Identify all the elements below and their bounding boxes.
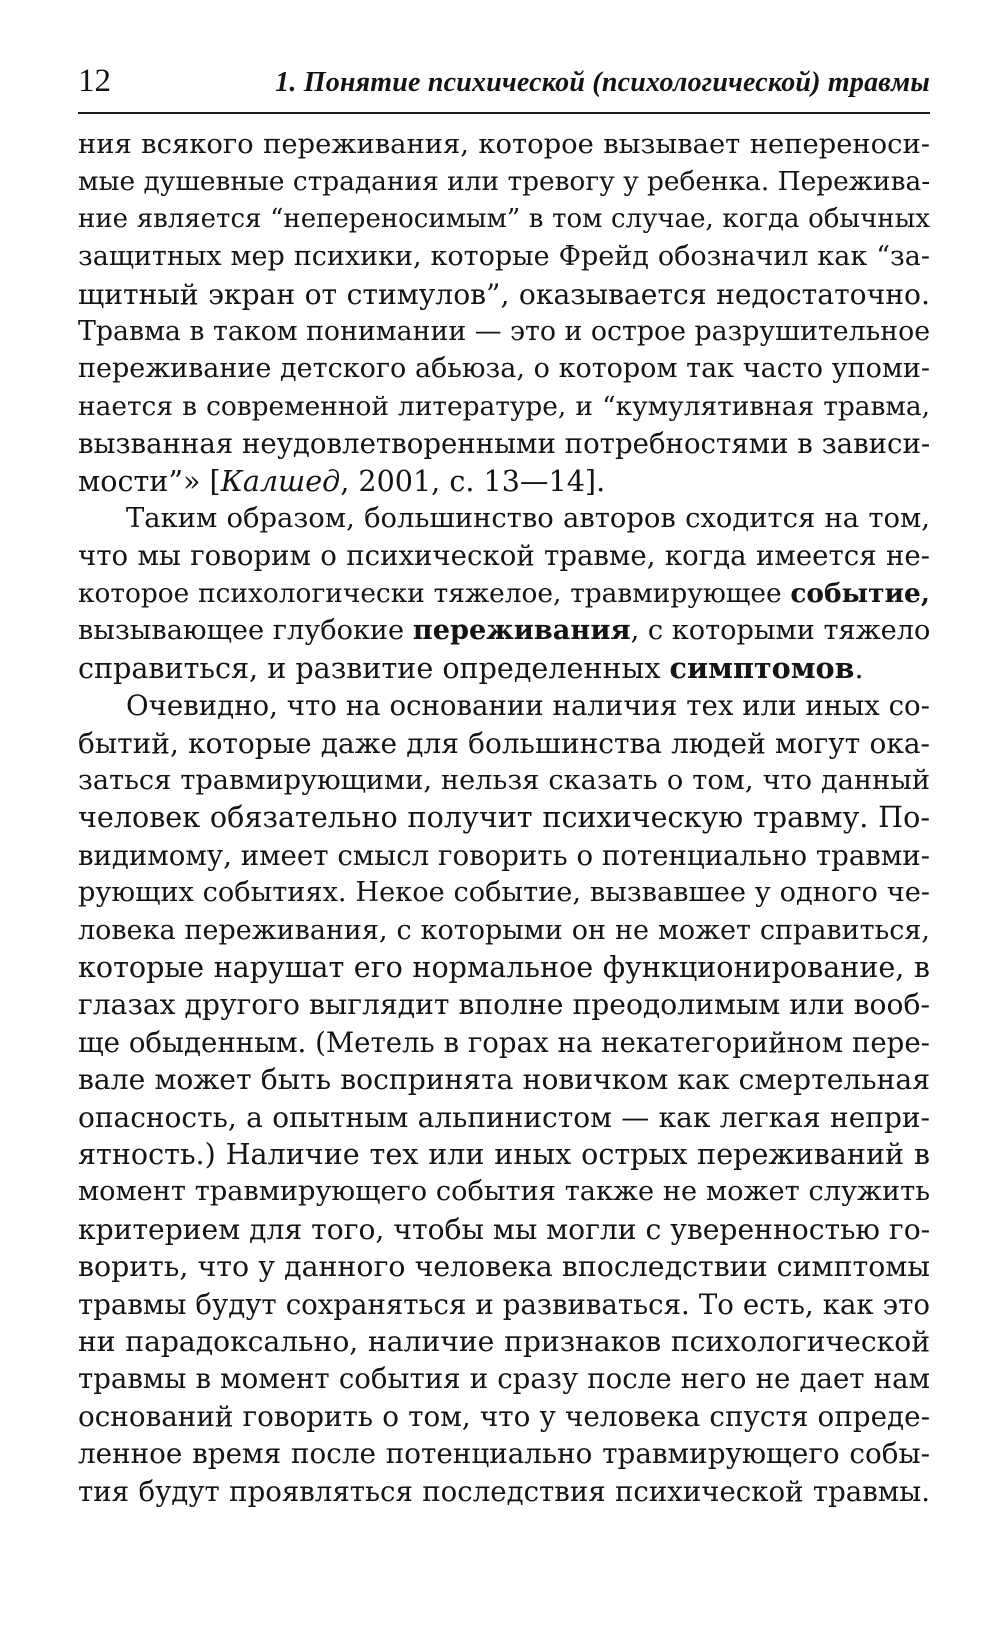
text-line	[78, 612, 930, 649]
emphasis-experiences: переживания	[412, 614, 631, 647]
text-line: мые душевные страдания или тревогу у ребенка. Пережива-	[78, 166, 930, 198]
text-line: ние является “непереносимым” в том случае, когда обычных	[78, 203, 930, 234]
text-segment: , 2001, с. 13—14].	[340, 463, 606, 498]
text-segment: вызывающее глубокие	[78, 615, 413, 647]
text-segment: .	[854, 650, 864, 685]
text-line: ловека переживания, с которыми он не может справиться,	[78, 914, 930, 946]
text-line: рующих событиях. Некое событие, вызвавшее у одного че-	[78, 877, 930, 909]
text-line: момент травмирующего события также не может служить	[78, 1176, 930, 1208]
text-segment: справиться, и развитие определенных	[78, 650, 670, 685]
text-line: критерием для того, чтобы мы могли с уверенностью го-	[78, 1212, 930, 1246]
text-line: видимому, имеет смысл говорить о потенциально травми-	[78, 838, 930, 872]
text-line: ятность.) Наличие тех или иных острых переживаний в	[78, 1136, 930, 1171]
text-line: оснований говорить о том, что у человека спустя опреде-	[78, 1399, 930, 1433]
text-line: Очевидно, что на основании наличия тех или иных со-	[126, 689, 930, 723]
text-line: ворить, что у данного человека впоследствии симптомы	[78, 1250, 930, 1284]
text-line: травмы будут сохраняться и развиваться. То есть, как это	[78, 1287, 930, 1321]
book-page	[78, 48, 930, 1510]
text-line	[78, 575, 930, 612]
text-line: нается в современной литературе, и “кумулятивная травма,	[78, 390, 930, 422]
text-segment: , с которыми тяжело	[630, 615, 930, 647]
text-line: травмы в момент события и сразу после него не дает нам	[78, 1362, 930, 1396]
text-line: Таким образом, большинство авторов сходится на том,	[126, 503, 930, 535]
text-line: ленное время после потенциально травмирующего собы-	[78, 1437, 930, 1471]
paragraph-discussion	[78, 687, 930, 1510]
text-line: тия будут проявляться последствия психической травмы.	[78, 1474, 930, 1508]
text-line: что мы говорим о психической травме, когда имеется не-	[78, 539, 930, 573]
text-line: Травма в таком понимании — это и острое разрушительное	[78, 316, 930, 348]
text-line: вызванная неудовлетворенными потребностями в зависи-	[78, 427, 930, 461]
text-line: человек обязательно получит психическую травму. По-	[78, 800, 930, 835]
text-line: ще обыденным. (Метель в горах на некатегорийном пере-	[78, 1025, 930, 1059]
citation-author: Калшед	[220, 463, 341, 498]
text-segment: которое психологически тяжелое, травмирующее	[78, 577, 791, 609]
text-line: ния всякого переживания, которое вызывает непереноси-	[78, 129, 930, 160]
emphasis-symptoms: симптомов	[669, 650, 855, 685]
body-text	[78, 126, 930, 1510]
text-line	[78, 650, 930, 687]
text-segment: мости”» [	[78, 463, 221, 498]
text-line	[78, 463, 930, 500]
emphasis-event: событие,	[790, 577, 930, 609]
paragraph-continuation	[78, 126, 930, 500]
paragraph-summary	[78, 500, 930, 687]
text-line: бытий, которые даже для большинства людей могут ока-	[78, 726, 930, 760]
running-title: 1. Понятие психической (психологической) травмы	[275, 67, 930, 98]
text-line: заться травмирующими, нельзя сказать о том, что данный	[78, 764, 930, 796]
text-line: опасность, а опытным альпинистом — как легкая непри-	[78, 1100, 930, 1134]
page-number: 12	[78, 63, 111, 99]
text-line: защитных мер психики, которые Фрейд обозначил как “за-	[78, 241, 930, 273]
running-head	[78, 48, 930, 114]
text-line: щитный экран от стимулов”, оказывается недостаточно.	[78, 277, 930, 311]
text-line: глазах другого выглядит вполне преодолимым или вооб-	[78, 988, 930, 1022]
text-line: которые нарушат его нормальное функционирование, в	[78, 949, 930, 984]
text-line: переживание детского абьюза, о котором так часто упоми-	[78, 353, 930, 385]
text-line: ни парадоксально, наличие признаков психологической	[78, 1325, 930, 1358]
text-line: вале может быть воспринята новичком как смертельная	[78, 1063, 930, 1097]
